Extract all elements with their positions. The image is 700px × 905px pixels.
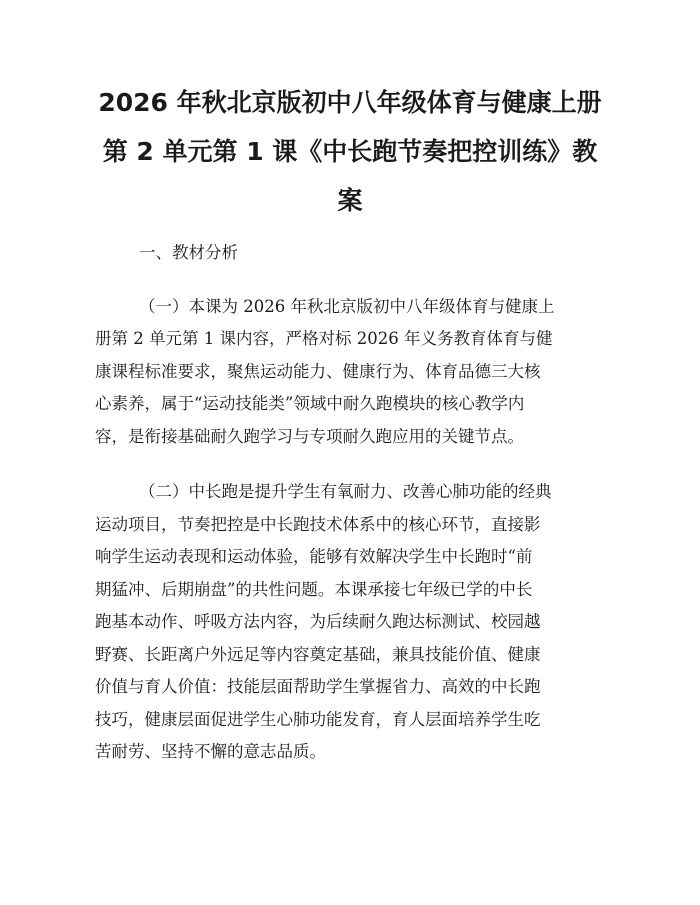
section-heading: 一、教材分析 — [139, 243, 238, 262]
paragraph-2-line: 价值与育人价值：技能层面帮助学生掌握省力、高效的中长跑 — [95, 677, 541, 696]
paragraph-2-line: 苦耐劳、坚持不懈的意志品质。 — [95, 742, 326, 761]
paragraph-2-line: 响学生运动表现和运动体验，能够有效解决学生中长跑时“前 — [95, 547, 533, 566]
paragraph-1-line: 康课程标准要求，聚焦运动能力、健康行为、体育品德三大核 — [95, 362, 541, 381]
title-line-3: 案 — [337, 186, 363, 215]
title-line-1: 2026 年秋北京版初中八年级体育与健康上册 — [98, 88, 602, 117]
paragraph-2-line: 跑基本动作、呼吸方法内容，为后续耐久跑达标测试、校园越 — [95, 612, 541, 631]
paragraph-1-line: （一）本课为 2026 年秋北京版初中八年级体育与健康上 — [139, 297, 555, 316]
paragraph-1-line: 册第 2 单元第 1 课内容，严格对标 2026 年义务教育体育与健 — [95, 329, 553, 348]
paragraph-2-line: 野赛、长距离户外远足等内容奠定基础，兼具技能价值、健康 — [95, 645, 541, 664]
paragraph-2-line: 期猛冲、后期崩盘”的共性问题。本课承接七年级已学的中长 — [95, 580, 533, 599]
title-line-2: 第 2 单元第 1 课《中长跑节奏把控训练》教 — [102, 137, 598, 166]
paragraph-1-line: 心素养，属于“运动技能类”领域中耐久跑模块的核心教学内 — [95, 394, 525, 413]
paragraph-2-line: （二）中长跑是提升学生有氧耐力、改善心肺功能的经典 — [139, 482, 552, 501]
paragraph-1-line: 容，是衔接基础耐久跑学习与专项耐久跑应用的关键节点。 — [95, 427, 524, 446]
paragraph-2-line: 技巧，健康层面促进学生心肺功能发育，育人层面培养学生吃 — [95, 710, 541, 729]
paragraph-2-line: 运动项目，节奏把控是中长跑技术体系中的核心环节，直接影 — [95, 515, 541, 534]
